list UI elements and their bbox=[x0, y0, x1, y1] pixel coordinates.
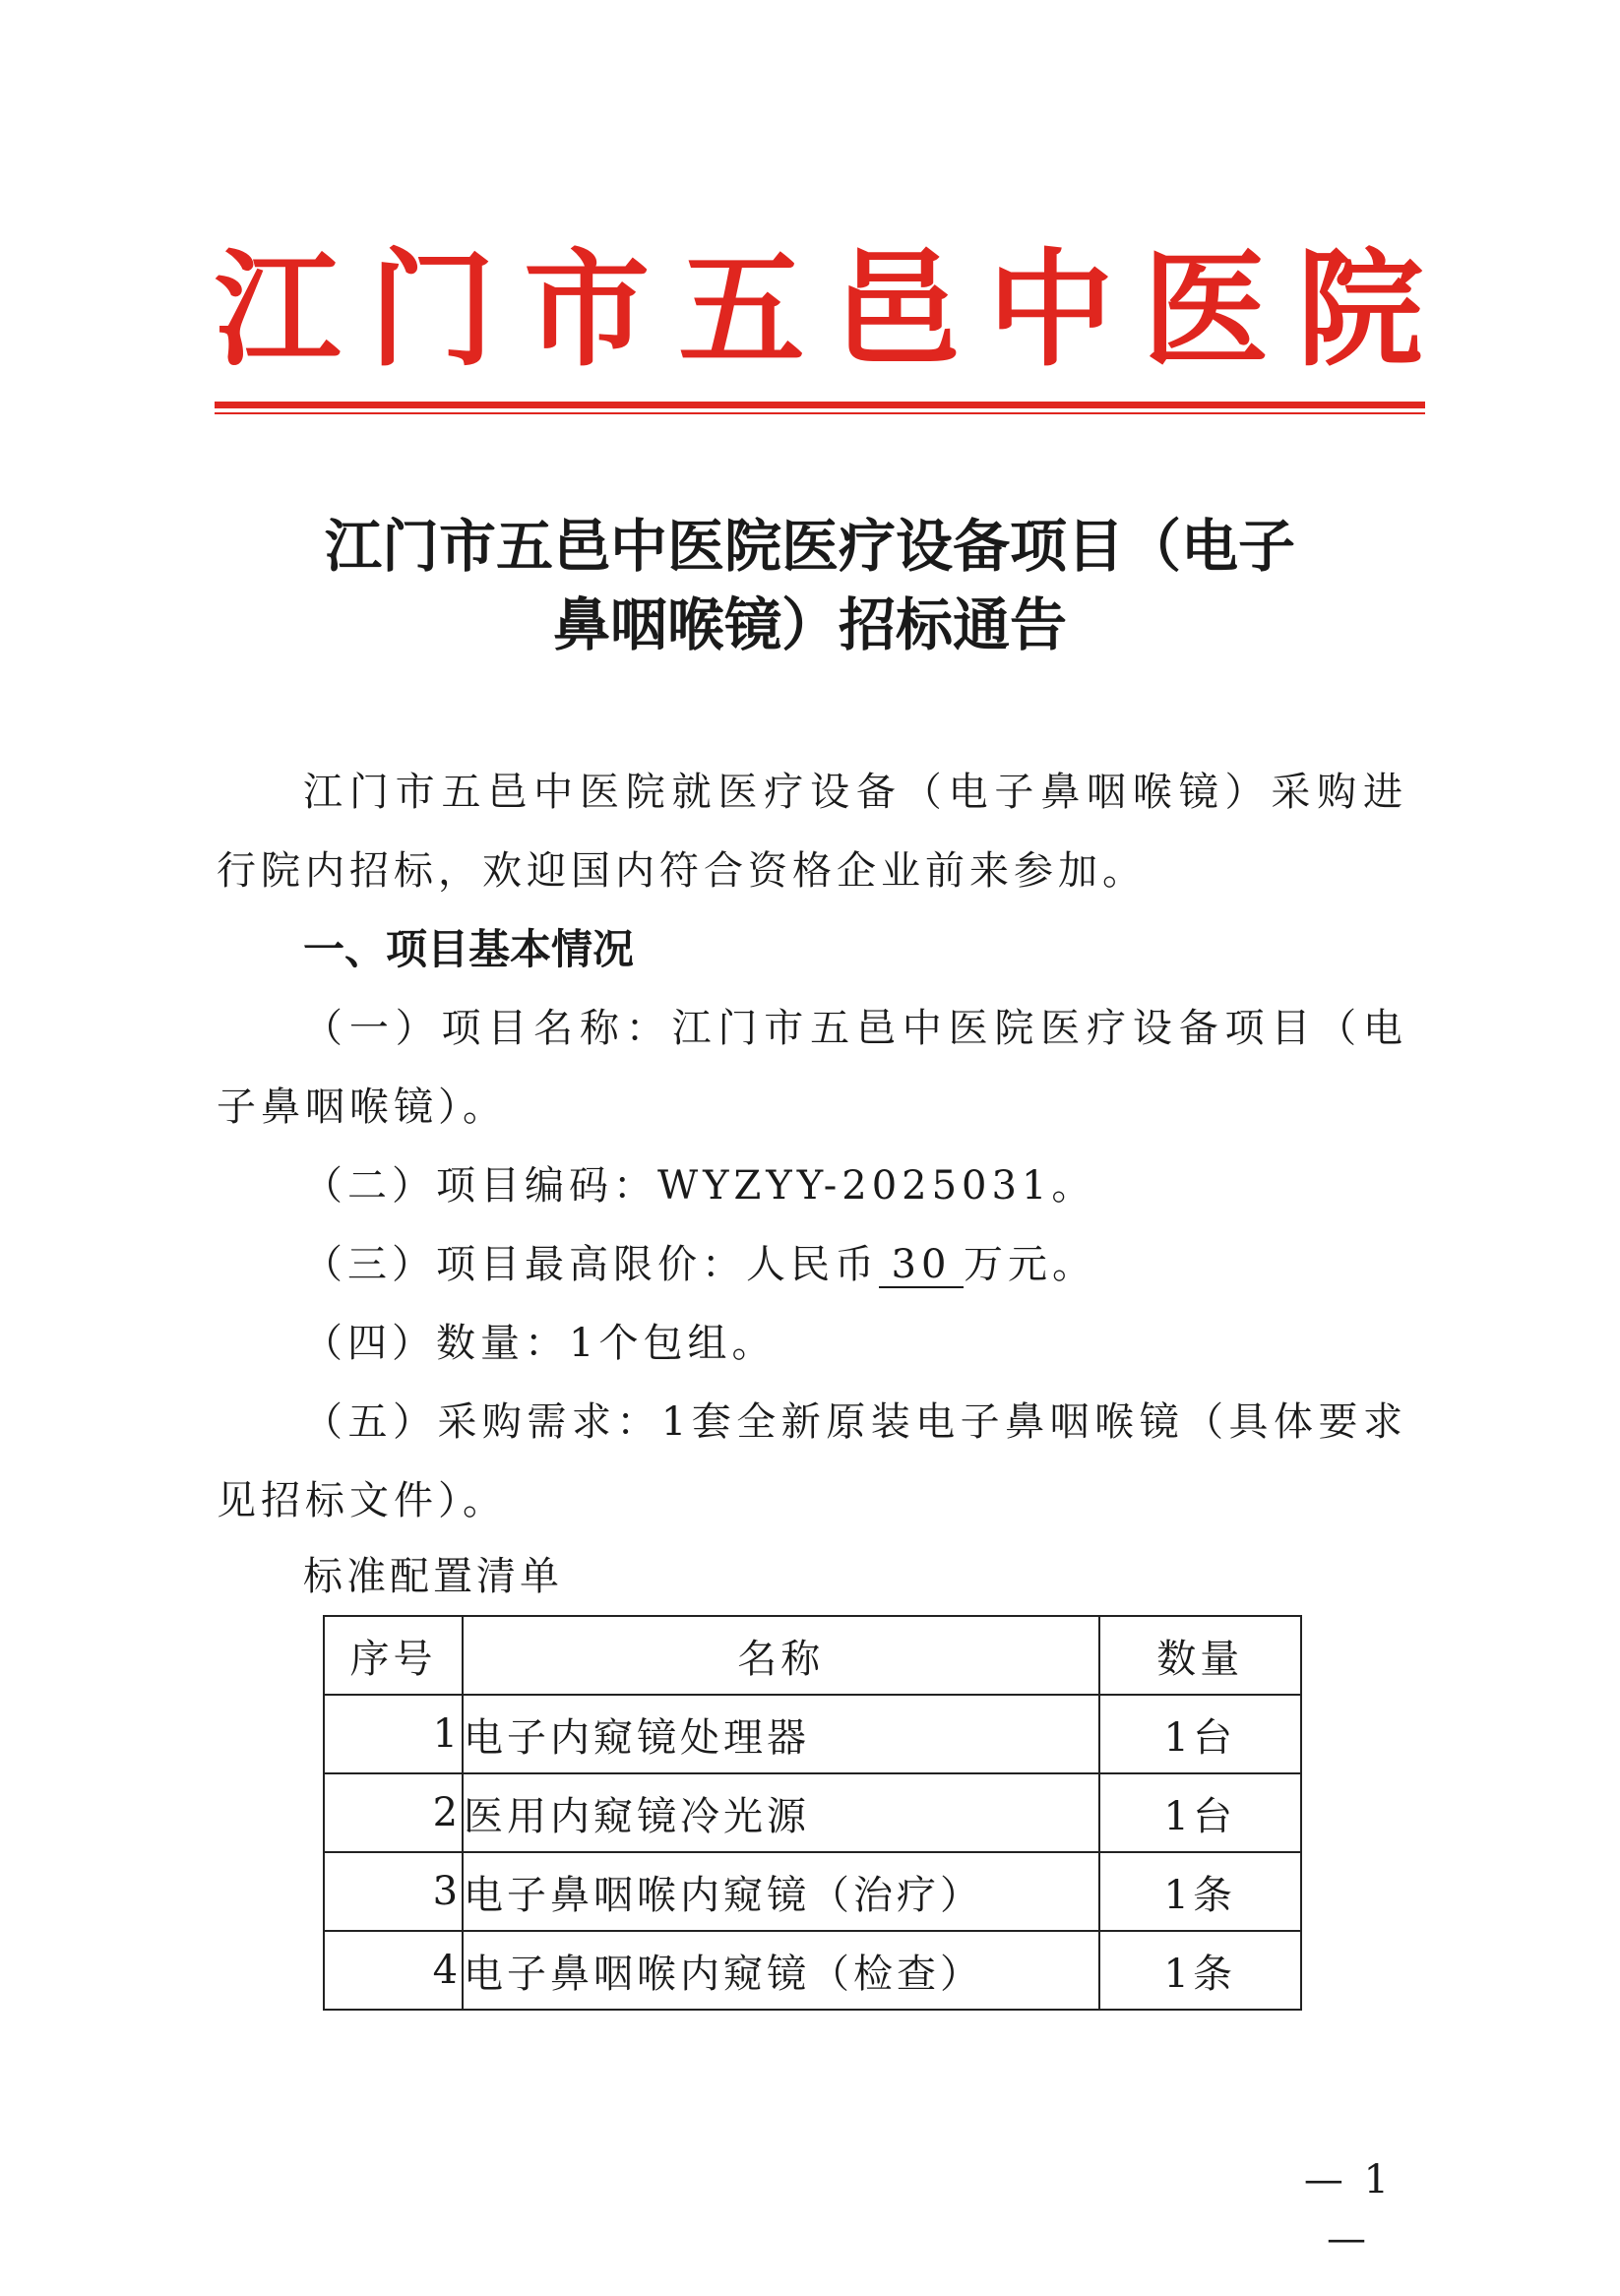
cell-no: 4 bbox=[324, 1931, 463, 2010]
masthead-char: 门 bbox=[369, 236, 496, 384]
header-qty: 数量 bbox=[1099, 1616, 1301, 1695]
section-heading-basic-info: 一、项目基本情况 bbox=[303, 925, 635, 973]
cell-no: 1 bbox=[324, 1695, 463, 1773]
max-price-prefix: （三）项目最高限价：人民币 bbox=[303, 1242, 879, 1287]
masthead-char: 邑 bbox=[833, 236, 960, 384]
masthead-char: 五 bbox=[678, 236, 805, 384]
cell-no: 3 bbox=[324, 1852, 463, 1931]
item-max-price bbox=[303, 1225, 1096, 1304]
max-price-value: 30 bbox=[879, 1243, 964, 1288]
masthead-divider-thin bbox=[215, 412, 1425, 414]
item-project-code: （二）项目编码：WYZYY-2025031。 bbox=[303, 1163, 1096, 1209]
cell-name: 电子鼻咽喉内窥镜（检查） bbox=[463, 1931, 1099, 2010]
cell-qty: 1台 bbox=[1099, 1773, 1301, 1852]
cell-no: 2 bbox=[324, 1773, 463, 1852]
config-table bbox=[323, 1615, 1302, 2011]
table-header-row bbox=[324, 1616, 1301, 1695]
cell-name: 医用内窥镜冷光源 bbox=[463, 1773, 1099, 1852]
masthead-hospital-name bbox=[215, 236, 1423, 384]
cell-qty: 1条 bbox=[1099, 1852, 1301, 1931]
header-name: 名称 bbox=[463, 1616, 1099, 1695]
cell-qty: 1条 bbox=[1099, 1931, 1301, 2010]
masthead-divider-thick bbox=[215, 402, 1425, 408]
intro-paragraph: 江门市五邑中医院就医疗设备（电子鼻咽喉镜）采购进行院内招标，欢迎国内符合资格企业前来参加。 bbox=[217, 770, 1407, 894]
table-row bbox=[324, 1931, 1301, 2010]
page-number: — 1 — bbox=[1303, 2157, 1394, 2262]
document-title bbox=[215, 507, 1405, 664]
document-title-line-1: 江门市五邑中医院医疗设备项目（电子 bbox=[324, 513, 1295, 580]
table-row bbox=[324, 1852, 1301, 1931]
item-project-name: （一）项目名称：江门市五邑中医院医疗设备项目（电子鼻咽喉镜）。 bbox=[217, 1006, 1407, 1130]
document-title-line-2: 鼻咽喉镜）招标通告 bbox=[552, 591, 1067, 658]
item-quantity: （四）数量：1个包组。 bbox=[303, 1321, 777, 1366]
config-list-label: 标准配置清单 bbox=[303, 1554, 563, 1599]
table-row bbox=[324, 1695, 1301, 1773]
masthead-char: 市 bbox=[524, 236, 651, 384]
header-no: 序号 bbox=[324, 1616, 463, 1695]
masthead-char: 医 bbox=[1142, 236, 1269, 384]
item-procurement-requirement: （五）采购需求：1套全新原装电子鼻咽喉镜（具体要求见招标文件）。 bbox=[217, 1399, 1407, 1523]
cell-name: 电子鼻咽喉内窥镜（治疗） bbox=[463, 1852, 1099, 1931]
cell-qty: 1台 bbox=[1099, 1695, 1301, 1773]
table-row bbox=[324, 1773, 1301, 1852]
masthead-char: 中 bbox=[987, 236, 1114, 384]
cell-name: 电子内窥镜处理器 bbox=[463, 1695, 1099, 1773]
max-price-suffix: 万元。 bbox=[964, 1242, 1096, 1287]
masthead-char: 院 bbox=[1296, 236, 1423, 384]
masthead-char: 江 bbox=[215, 236, 342, 384]
